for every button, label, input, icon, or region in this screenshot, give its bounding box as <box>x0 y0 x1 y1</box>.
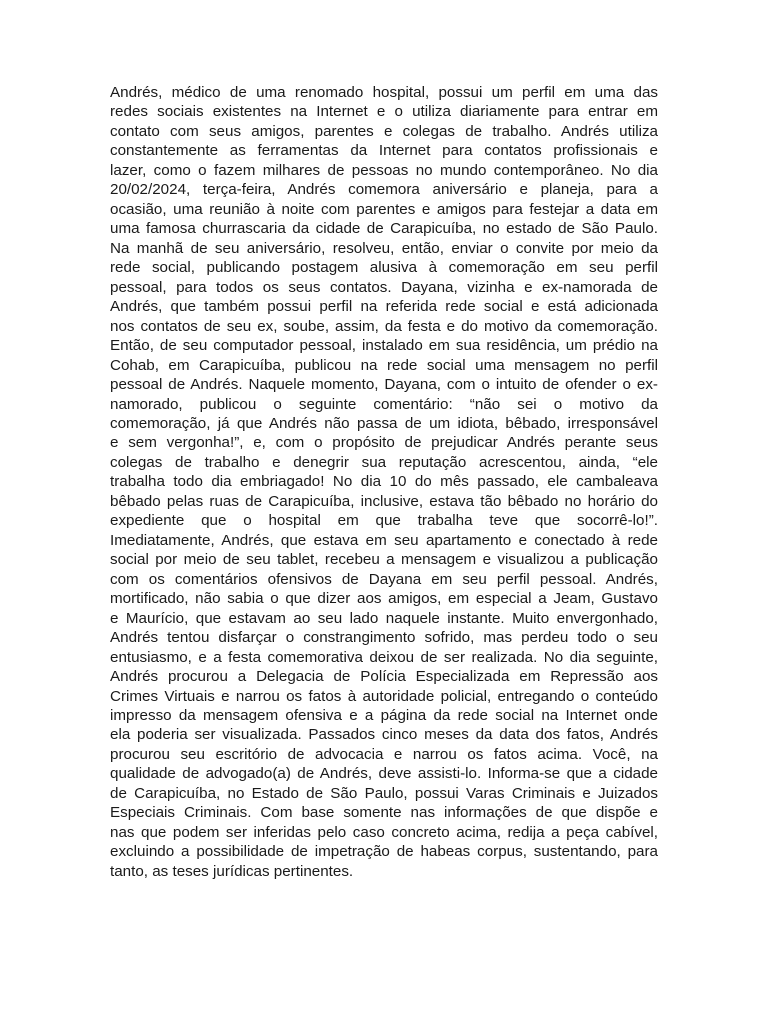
paragraph-line: Andrés procurou a Delegacia de Polícia Especializada em Repressão aos <box>110 668 658 686</box>
paragraph-line: uma famosa churrascaria da cidade de Carapicuíba, no estado de São Paulo. <box>110 220 658 238</box>
paragraph-line: lazer, como o fazem milhares de pessoas no mundo contemporâneo. No dia <box>110 161 658 179</box>
paragraph-line: contato com seus amigos, parentes e colegas de trabalho. Andrés utiliza <box>110 122 658 140</box>
paragraph-line: procurou seu escritório de advocacia e narrou os fatos acima. Você, na <box>110 745 658 763</box>
paragraph-line: nos contatos de seu ex, soube, assim, da festa e do motivo da comemoração. <box>110 317 658 335</box>
paragraph-line: bêbado pelas ruas de Carapicuíba, inclusive, estava tão bêbado no horário do <box>110 492 658 510</box>
paragraph-line: entusiasmo, e a festa comemorativa deixou de ser realizada. No dia seguinte, <box>110 648 658 666</box>
paragraph-line: namorado, publicou o seguinte comentário: “não sei o motivo da <box>110 395 658 413</box>
paragraph-line: comemoração, já que Andrés não passa de um idiota, bêbado, irresponsável <box>110 414 658 432</box>
paragraph-line: pessoal de Andrés. Naquele momento, Dayana, com o intuito de ofender o ex- <box>110 376 658 394</box>
paragraph-line: Especiais Criminais. Com base somente nas informações de que dispõe e <box>110 804 658 822</box>
paragraph-line: excluindo a possibilidade de impetração de habeas corpus, sustentando, para <box>110 843 658 861</box>
paragraph-line: qualidade de advogado(a) de Andrés, deve assisti-lo. Informa-se que a cidade <box>110 765 658 783</box>
paragraph-line: expediente que o hospital em que trabalha teve que socorrê-lo!”. <box>110 512 658 530</box>
paragraph-line: social por meio de seu tablet, recebeu a mensagem e visualizou a publicação <box>110 551 658 569</box>
paragraph-line: Andrés, médico de uma renomado hospital, possui um perfil em uma das <box>110 84 658 101</box>
paragraph-line: tanto, as teses jurídicas pertinentes. <box>110 862 354 880</box>
paragraph-line: mortificado, não sabia o que dizer aos amigos, em especial a Jeam, Gustavo <box>110 590 658 608</box>
paragraph-line: pessoal, para todos os seus contatos. Dayana, vizinha e ex-namorada de <box>110 278 658 296</box>
paragraph-line: constantemente as ferramentas da Internet para contatos profissionais e <box>110 142 658 160</box>
paragraph-line: colegas de trabalho e denegrir sua reputação acrescentou, ainda, “ele <box>110 453 658 471</box>
paragraph-line: Andrés tentou disfarçar o constrangimento sofrido, mas perdeu todo o seu <box>110 629 658 647</box>
paragraph-line: e sem vergonha!”, e, com o propósito de prejudicar Andrés perante seus <box>110 434 658 452</box>
paragraph-line: Então, de seu computador pessoal, instalado em sua residência, um prédio na <box>110 337 658 355</box>
paragraph-line: redes sociais existentes na Internet e o utiliza diariamente para entrar em <box>110 103 658 121</box>
paragraph-line: Na manhã de seu aniversário, resolveu, então, enviar o convite por meio da <box>110 239 658 257</box>
paragraph-line: rede social, publicando postagem alusiva à comemoração em seu perfil <box>110 259 658 277</box>
case-statement-paragraph <box>110 83 658 881</box>
paragraph-line: Crimes Virtuais e narrou os fatos à autoridade policial, entregando o conteúdo <box>110 687 658 705</box>
paragraph-line: com os comentários ofensivos de Dayana em seu perfil pessoal. Andrés, <box>110 570 658 588</box>
paragraph-line: Andrés, que também possui perfil na referida rede social e está adicionada <box>110 298 658 316</box>
paragraph-line: de Carapicuíba, no Estado de São Paulo, possui Varas Criminais e Juizados <box>110 784 658 802</box>
paragraph-line: e Maurício, que estavam ao seu lado naquele instante. Muito envergonhado, <box>110 609 658 627</box>
paragraph-line: ela poderia ser visualizada. Passados cinco meses da data dos fatos, Andrés <box>110 726 658 744</box>
paragraph-line: ocasião, uma reunião à noite com parentes e amigos para festejar a data em <box>110 200 658 218</box>
paragraph-line: Imediatamente, Andrés, que estava em seu apartamento e conectado à rede <box>110 531 658 549</box>
paragraph-line: Cohab, em Carapicuíba, publicou na rede social uma mensagem no perfil <box>110 356 658 374</box>
paragraph-line: trabalha todo dia embriagado! No dia 10 do mês passado, ele cambaleava <box>110 473 658 491</box>
paragraph-line: impresso da mensagem ofensiva e a página da rede social na Internet onde <box>110 707 658 724</box>
paragraph-line: 20/02/2024, terça-feira, Andrés comemora aniversário e planeja, para a <box>110 181 658 199</box>
paragraph-line: nas que podem ser inferidas pelo caso concreto acima, redija a peça cabível, <box>110 823 658 841</box>
